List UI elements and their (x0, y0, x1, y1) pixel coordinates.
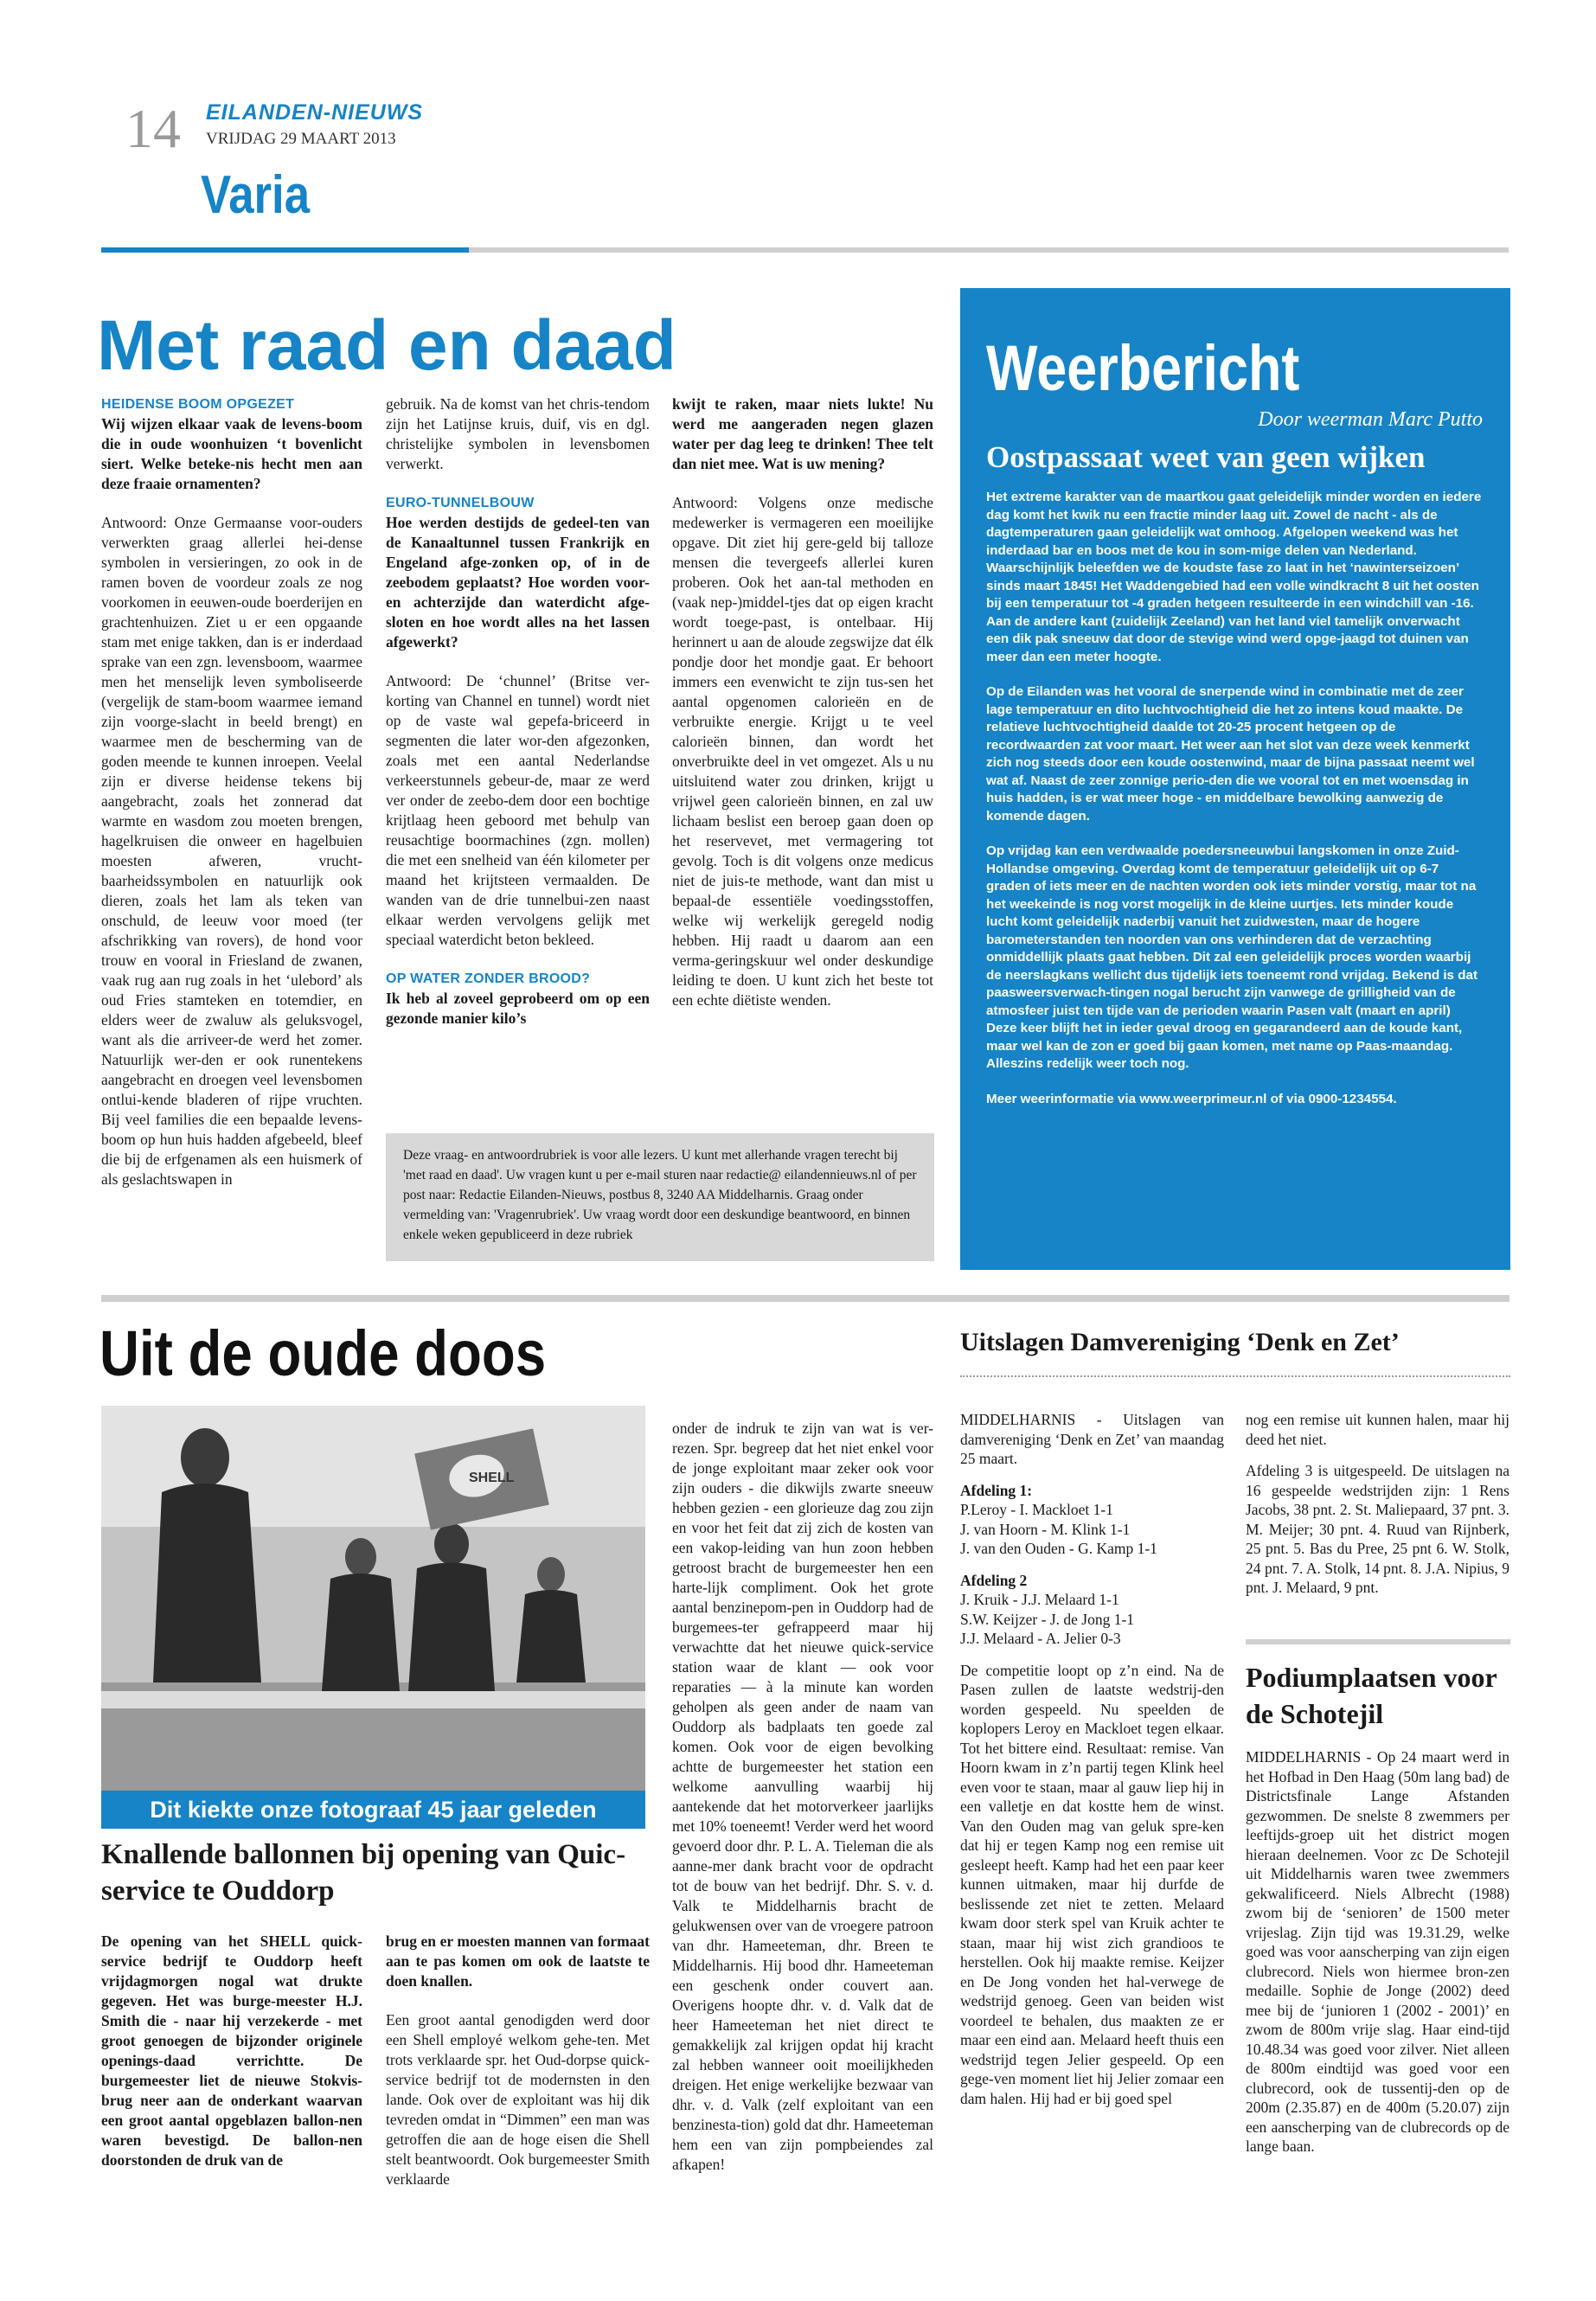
dam-result: S.W. Keijzer - J. de Jong 1-1 (960, 1610, 1135, 1628)
dam-title: Uitslagen Damvereniging ‘Denk en Zet’ (960, 1328, 1400, 1356)
raad-subhead-2: EURO-TUNNELBOUW (386, 496, 535, 510)
oude-doos-title: Uit de oude doos (99, 1317, 547, 1389)
newspaper-logo: EILANDEN-NIEUWS (206, 100, 424, 125)
raad-question-3: Ik heb al zoveel geprobeerd om op een gezonde manier kilo’s (386, 990, 650, 1027)
oude-doos-col-3: onder de indruk te zijn van wat is ver-rezen. Spr. begreep dat het niet enkel voor de jonge exploitant maar zeker ook voor zijn ouders - die dikwijls zwarte sneeuw hebben gezien - een glorieuze dag zou zijn en voor het feit dat zij zich de kosten van een vakop-leiding van hun zoon hebben getroost bracht de burgemeester hen een harte-lijk compliment. Ook het grote aantal benzinepom-pen in Ouddorp had de burgemees-ter gefrappeerd maar hij verwachtte dat het nieuwe quick-service station waar de klant — ook voor reparaties — à la minute kan worden geholpen als geen ander de naam van Ouddorp als badplaats ten goede zal komen. Ook voor de eigen bevolking achtte de burgemeester het station een welkome aanvulling waarbij hij aantekende dat het motorverkeer jaarlijks met 10% toeneemt! Verder werd het woord gevoerd door dhr. P. L. A. Tieleman die als aanne-mer dank bracht voor de opdracht tot de bouw van het bedrijf. Dhr. S. v. d. Valk te Middelharnis bracht de gelukwensen over van de vroegere patroon van dhr. Hameeteman, dhr. Breen te Middelharnis. Hij bood dhr. Hameeteman een geschenk onder couvert aan. Overigens hoopte dhr. v. d. Valk dat de heer Hameeteman het niet direct te gemakkelijk zal krijgen opdat hij kracht zal hebben wanneer ooit moeilijkheden dreigen. Het enige werkelijke bezwaar van dhr. v. d. Valk (zelf exploitant van een benzinesta-tion) gold dat dhr. Hameeteman hem een van zijn pompbeiendes zal afkapen! (672, 1420, 933, 2173)
raad-column-3 (672, 394, 933, 1010)
weather-more-info: Meer weerinformatie via www.weerprimeur.nl of via 0900-1234554. (986, 1091, 1397, 1106)
oude-doos-col-2 (386, 1932, 650, 2189)
photo-illustration (101, 1406, 645, 1791)
section-title: Varia (201, 165, 311, 225)
weather-body (986, 489, 1483, 1108)
raad-title: Met raad en daad (97, 306, 676, 385)
page-number: 14 (125, 98, 181, 159)
historic-photo (101, 1406, 645, 1791)
dam-afd2-title: Afdeling 2 (960, 1571, 1028, 1589)
raad-info-box: Deze vraag- en antwoordrubriek is voor alle lezers. U kunt met allerhande vragen terecht bij 'met raad en daad'. Uw vragen kunt u per e-mail sturen naar redactie@ eilandennieuws.nl of per post naar: Redactie Eilanden-Nieuws, postbus 8, 3240 AA Middelharnis. Graag onder vermelding van: 'Vragenrubriek'. Uw vraag wordt door een deskundige beantwoord, en binnen enkele weken gepubliceerd in deze rubriek (386, 1133, 934, 1261)
weather-paragraph: Het extreme karakter van de maartkou gaat geleidelijk minder worden en iedere dag komt het kwik nu een fractie minder laag uit. Zowel de nacht - als de dagtemperaturen gaan geleidelijk wat omhoog. Afgelopen weekend was het inderdaad bar en boos met de kou in som-mige delen van Nederland. Waarschijnlijk beleefden we de koudste fase zo laat in het ‘nawinterseizoen’ sinds maart 1845! Het Waddengebied had een volle windkracht 8 uit het oosten bij een temperatuur tot -4 graden hetgeen resulteerde in een windchill van -16. Aan de andere kant (zuidelijk Zeeland) van het land viel tamelijk onverwacht een dik pak sneeuw dat door de stevige wind werd opge-jaagd tot duinen van meer dan een meter hoogte. (986, 490, 1482, 664)
section-rule-accent (101, 247, 469, 253)
issue-date: VRIJDAG 29 MAART 2013 (206, 130, 396, 148)
article-title: Knallende ballonnen bij opening van Quic-service te Ouddorp (101, 1839, 626, 1907)
raad-column-2 (386, 394, 650, 1029)
dam-intro: MIDDELHARNIS - Uitslagen van damvereniging ‘Denk en Zet’ van maandag 25 maart. (960, 1411, 1224, 1467)
raad-col2-intro: gebruik. Na de komst van het chris-tendom zijn het Latijnse kruis, duif, vis en dgl. christelijke symbolen in levensbomen verwerkt. (386, 395, 650, 472)
dam-result: J. van den Ouden - G. Kamp 1-1 (960, 1540, 1157, 1557)
oude-doos-col2-lead: brug en er moesten mannen van formaat aan te pas komen om ook de laatste te doen knallen. (386, 1932, 650, 1990)
raad-answer-2: Antwoord: De ‘chunnel’ (Britse ver-korting van Channel en tunnel) wordt niet op de vaste wal gepefa-briceerd in segmenten die later wor-den afgezonken, zoals met een aantal Nederlandse verkeerstunnels gebeur-de, maar ze werd ver onder de zeebo-dem door een bochtige krijtlaag heen geboord met behulp van reusachtige boormachines (zgn. mollen) die met een snelheid van één kilometer per maand het krijtsteen vermaalden. De wanden van de drie tunnelbui-zen naast elkaar werden vervolgens gelijk met speciaal waterdicht beton bekleed. (386, 672, 650, 948)
podium-title: Podiumplaatsen voor de Schotejil (1246, 1662, 1497, 1729)
dam-col2-text: nog een remise uit kunnen halen, maar hij deed het niet. (1246, 1411, 1509, 1448)
raad-question-3-cont: kwijt te raken, maar niets lukte! Nu werd me aangeraden negen glazen water per dag leeg te drinken! Thee telt dan niet mee. Wat is uw mening? (672, 395, 933, 472)
raad-answer-1: Antwoord: Onze Germaanse voor-ouders verwerkten graag allerlei hei-dense symbolen in versieringen, zo ook in de ramen boven de voordeur zoals ze nog voorkomen in eeuwen-oude boerderijen en grachtenhuizen. Ziet u er een opgaande stam met enige takken, dan is er inderdaad sprake van een zgn. levensboom, waarmee men het menselijk leven symboliseerde (vergelijk de stam-boom waarmee iemand zijn voorge-slacht in beeld brengt) en waarmee men de bescherming van de goden meende te kunnen inroepen. Veelal zijn er diverse heidense tekens bij aangebracht, zoals het zonnerad dat warmte en wasdom zou moeten brengen, hagelkruisen die onweer en hagelbuien moesten afweren, vrucht-baarheidssymbolen en natuurlijk ook dieren, zoals het lam als teken van onschuld, de leeuw voor moed (ter afschrikking van rovers), de hond voor trouw en vooral in Friesland de zwanen, vaak rug aan rug zoals in het ‘ulebord’ als oud Fries stamteken en totemdier, en elders weer de zwaluw als geluksvogel, want als die arriveer-de werd het zomer. Natuurlijk wer-den er ook runentekens aangebracht en droegen veel levensbomen ontlui-kende bladeren of rijpe vruchten. Bij veel families die een bepaalde levens-boom op hun huis hadden afgebeeld, bleef die bij de erfgenamen als een huismerk of als geslachtswapen in (101, 514, 362, 1188)
raad-question-1: Wij wijzen elkaar vaak de levens-boom die in oude woonhuizen ‘t bovenlicht siert. Welke beteke-nis hecht men aan deze fraaie ornamenten? (101, 415, 362, 492)
dam-report: De competitie loopt op z’n eind. Na de Pasen zullen de laatste wedstrij-den worden gespeeld. Nu speelden de koplopers Leroy en Mackloet tegen elkaar. Tot het bittere eind. Resultaat: remise. Van Hoorn kwam in z’n partij tegen Klink heel even voor te staan, maar al gauw liep hij in een valletje en dat kostte hem de winst. Van den Ouden mag van geluk spre-ken dat hij er tegen Kamp nog een remise uit gesleept heeft. Kamp had het een paar keer kunnen uitmaken, maar hij durfde de beslissende zet niet te zetten. Melaard kwam door sterk spel van Kruik achter te staan, maar hij wist zich grandioos te herstellen. Ook hij maakte remise. Keijzer en De Jong vonden het hal-verwege de wedstrijd genoeg. Geen van beiden wist voordeel te behalen, dus maakten ze er maar een eind aan. Melaard heeft thuis een wedstrijd tegen Jelier gespeeld. Op een gege-ven moment liet hij Jelier zomaar een dam halen. Hij had er bij goed spel (960, 1661, 1224, 2107)
weather-title: Weerbericht (986, 332, 1300, 404)
raad-answer-3: Antwoord: Volgens onze medische medewerker is vermageren een moeilijke opgave. Dit ziet hij gere-geld bij talloze mensen die tevergeefs allerlei kuren proberen. Ook het aan-tal methoden en (vaak nep-)middel-tjes dat op eigen kracht wordt toege-past, is ontelbaar. Hij herinnert u aan de aloude zegswijze dat élk pondje door het mondje gaat. Er behoort immers een evenwicht te zijn tus-sen het aantal opgenomen calorieën en de verbruikte energie. Krijgt u te veel calorieën binnen, dan wordt het onverbruikte deel in vet omgezet. Als u nu uitsluitend water zou drinken, krijgt u vrijwel geen calorieën binnen, en zal uw lichaam beslist een beroep gaan doen op het reservevet, met vermagering tot gevolg. Toch is dit volgens onze medicus niet de juis-te methode, want dan mist u bepaal-de essentiële voedingsstoffen, welke wij werkelijk geregeld nodig hebben. Hij raadt u daarom aan een verma-geringskuur wel onder deskundige leiding te doen. U kunt zich het beste tot een echte diëtiste wenden. (672, 494, 933, 1009)
photo-caption: Dit kiekte onze fotograaf 45 jaar geleden (101, 1791, 645, 1829)
raad-subhead-3: OP WATER ZONDER BROOD? (386, 971, 591, 986)
weather-box (960, 288, 1510, 1270)
podium-rule (1246, 1639, 1510, 1644)
flag-text: SHELL (469, 1471, 515, 1485)
oude-doos-col-1: De opening van het SHELL quick-service bedrijf te Ouddorp heeft vrijdagmorgen nogal wat drukte gegeven. Het was burge-meester H.J. Smith die - naar hij verzekerde - met groot genoegen de bijzonder originele openings-daad verrichtte. De burgemeester liet de nieuwe Stokvis-brug neer aan de onderkant waarvan een groot aantal opgeblazen ballon-nen waren bevestigd. De ballon-nen doorstonden de druk van de (101, 1932, 362, 2169)
weather-byline: Door weerman Marc Putto (1258, 408, 1483, 431)
raad-question-2: Hoe werden destijds de gedeel-ten van de Kanaaltunnel tussen Frankrijk en Engeland afge-zonken op, of in de zeebodem geplaatst? Hoe worden voor- en achterzijde dan waterdicht afge-sloten en hoe wordt alles na het lassen afgewerkt? (386, 514, 650, 651)
weather-paragraph: Op de Eilanden was het vooral de snerpende wind in combinatie met de zeer lage temperatuur en dito luchtvochtigheid die het zo intens koud maakte. De relatieve luchtvochtigheid daalde tot 20-25 procent hetgeen op de recordwaarden zat voor maart. Het weer aan het slot van deze week kenmerkt zich nog steeds door een koude oostenwind, maar de bijna passaat neemt wel wat af. Naast de zeer zonnige perio-den die we vooral tot en met woensdag in huis hadden, is er wat meer hoge - en middelbare bewolking aanwezig de komende dagen. (986, 684, 1475, 824)
dam-result: J. van Hoorn - M. Klink 1-1 (960, 1520, 1131, 1538)
dam-afd1-title: Afdeling 1: (960, 1481, 1033, 1499)
section-divider (101, 1295, 1509, 1302)
raad-column-1 (101, 394, 362, 1189)
podium-text: MIDDELHARNIS - Op 24 maart werd in het Hofbad in Den Haag (50m lang bad) de Districtsfinale Lange Afstanden gezwommen. De snelste 8 zwemmers per leeftijds-groep uit het district mogen hieraan deelnemen. Voor zc De Schotejil uit Middelharnis waren twee zwemmers gekwalificeerd. Niels Albrecht (1988) zwom bij de ‘senioren’ de 1500 meter vrijeslag. Zijn tijd was 19.31.29, welke goed was voor aanscherping van zijn eigen clubrecord. Niels won hiermee bron-zen medaille. Sophie de Jonge (2002) deed mee bij de ‘junioren 1 (2002 - 2001)’ en zwom de 800m vrije slag. Haar eind-tijd 10.48.34 was goed voor zilver. Niet alleen de 800m eindtijd was goed voor een clubrecord, ook de tussentij-den op de 200m (2.35.87) en de 400m (5.20.07) zijn een aanscherping van de clubrecords op de lange baan. (1246, 1748, 1509, 2155)
oude-doos-col2-text: Een groot aantal genodigden werd door een Shell employé welkom gehe-ten. Met trots verklaarde spr. het Oud-dorpse quick-service bedrijf tot de modernsten in den lande. Ook over de exploitant was hij dik tevreden omdat in “Dimmen” een man was getroffen die aan de hoge eisen die Shell stelt beantwoordt. Ook burgemeester Smith verklaarde (386, 2011, 650, 2188)
section-rule (469, 247, 1509, 253)
weather-subtitle: Oostpassaat weet van geen wijken (986, 440, 1426, 474)
dam-dotted-rule (960, 1375, 1510, 1379)
dam-result: J. Kruik - J.J. Melaard 1-1 (960, 1591, 1119, 1608)
dam-result: P.Leroy - I. Mackloet 1-1 (960, 1501, 1113, 1518)
dam-column-1 (960, 1410, 1224, 2108)
dam-column-2 (1246, 1410, 1509, 1610)
dam-afd3: Afdeling 3 is uitgespeeld. De uitslagen na 16 gespeelde wedstrijden zijn: 1 Rens Jacobs, 38 pnt. 2. St. Maliepaard, 37 pnt. 3. M. Meijer; 30 pnt. 4. Ruud van Rijnberk, 25 pnt. 5. Bas du Pree, 25 pnt 6. W. Stolk, 24 pnt. 7. A. Stolk, 14 pnt. 8. J.A. Nipius, 9 pnt. J. Melaard, 9 pnt. (1246, 1462, 1509, 1596)
weather-paragraph: Op vrijdag kan een verdwaalde poedersneeuwbui langskomen in onze Zuid-Hollandse omgeving. Overdag komt de temperatuur geleidelijk uit op 6-7 graden of iets meer en de nachten worden ook iets minder vorstig, maar tot na het weekeinde is nog vorst mogelijk in de kleine uurtjes. Iets minder koude lucht komt geleidelijk naderbij vanuit het zuidwesten, maar de hogere barometerstanden ten noorden van ons verhinderen dat de verzachting onmiddellijk plaats gaat hebben. Dit zal een geleidelijk proces worden waarbij de neerslagkans wellicht dus tijdelijk iets toeneemt rond vrijdag. Bekend is dat paasweersverwach-tingen nogal berucht zijn vanwege de grilligheid van de atmosfeer juist ten tijde van de perioden waarin Pasen valt (maart en april) Deze keer blijft het in ieder geval droog en gegarandeerd aan de koude kant, maar wel kan de zon er goed bij gaan komen, met name op Paas-maandag. Alleszins redelijk weer toch nog. (986, 843, 1478, 1071)
dam-result: J.J. Melaard - A. Jelier 0-3 (960, 1630, 1121, 1647)
raad-subhead-1: HEIDENSE BOOM OPGEZET (101, 397, 295, 412)
